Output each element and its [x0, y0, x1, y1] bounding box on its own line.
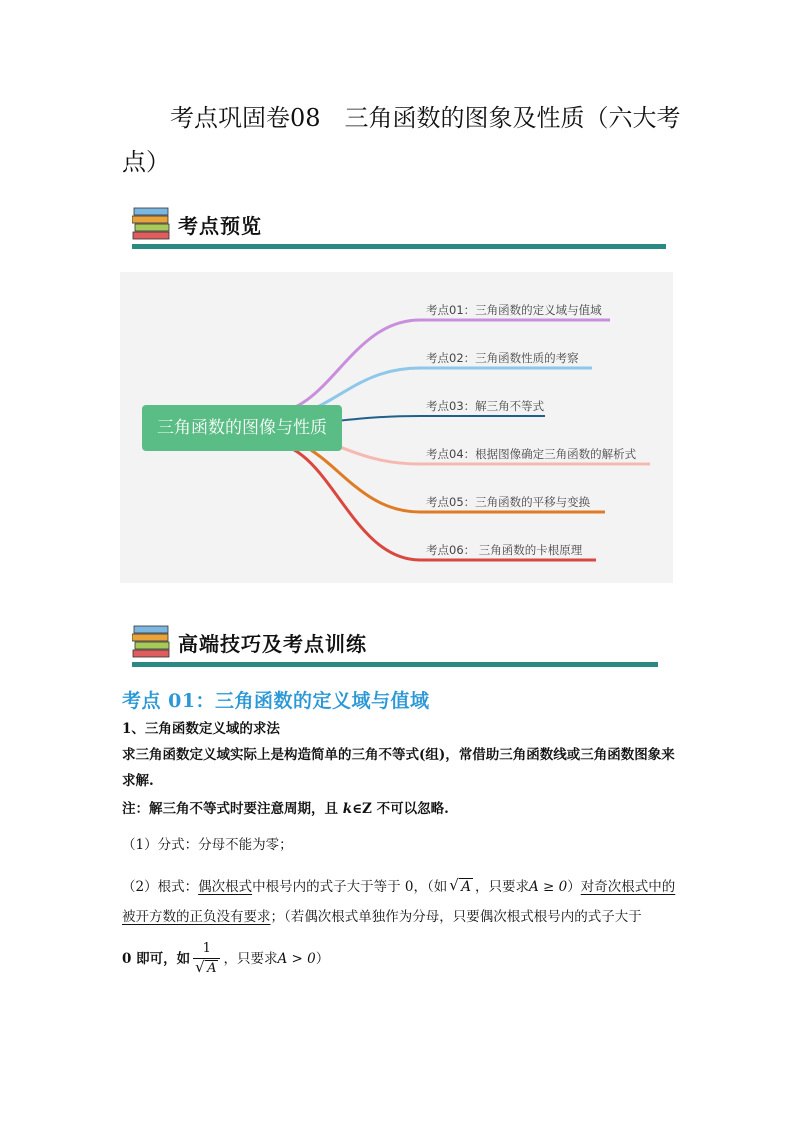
item2-text: ） [567, 879, 581, 895]
section-header-preview [132, 204, 668, 254]
condition-2: A > 0 [277, 951, 316, 967]
note-text-end: ∈Z 不可以忽略. [352, 801, 449, 817]
item2-text: ，只要求 [223, 951, 278, 967]
mind-map-branch-label: 考点02：三角函数性质的考察 [426, 351, 579, 365]
condition-1: A ≥ 0 [528, 879, 568, 895]
item2-text: ；（若偶次根式单独作为分母，只要偶次根式根号内的式子大于 [270, 909, 642, 925]
kp01-paragraph: 求三角函数定义域实际上是构造简单的三角不等式(组)，常借助三角函数线或三角函数图象来求解. [122, 747, 675, 789]
mind-map-center-node: 三角函数的图像与性质 [142, 405, 342, 451]
section-header-training [132, 622, 668, 672]
fraction-numerator: 1 [193, 940, 220, 959]
kp01-note [122, 796, 678, 822]
page-title: 考点巩固卷08 三角函数的图象及性质（六大考点） [122, 104, 681, 176]
item2-text: ） [315, 951, 330, 967]
kp01-item-1: （1）分式：分母不能为零； [122, 837, 293, 853]
mind-map-branch-label: 考点05：三角函数的平移与变换 [426, 495, 591, 509]
mind-map-branch-label: 考点03：解三角不等式 [426, 399, 545, 413]
item2-text: 0 即可，如 [122, 951, 191, 967]
item2-underline-1: 偶次根式 [198, 879, 253, 895]
sqrt-arg: A [461, 879, 471, 895]
note-var: k [342, 801, 353, 817]
item2-lead: （2）根式： [122, 879, 199, 895]
kp01-subheading: 1、三角函数定义域的求法 [122, 721, 280, 737]
mind-map-branch-label: 考点04：根据图像确定三角函数的解析式 [426, 447, 637, 461]
kp01-heading: 考点 01：三角函数的定义域与值域 [122, 690, 430, 712]
section-label: 考点预览 [178, 214, 262, 238]
mind-map-branch-label: 考点01：三角函数的定义域与值域 [426, 303, 602, 317]
item2-text: ，只要求 [474, 879, 529, 895]
mind-map [120, 272, 673, 583]
section-label: 高端技巧及考点训练 [178, 632, 367, 656]
kp01-item-2-cont [122, 940, 678, 979]
books-icon [132, 206, 172, 240]
sqrt-arg: A [207, 961, 217, 976]
fraction-denominator: √ A [195, 958, 217, 976]
item2-text: 中根号内的式子大于等于 0，（如 [252, 879, 448, 895]
mind-map-branch-label: 考点06： 三角函数的卡根原理 [426, 543, 583, 557]
section-rule [132, 244, 666, 249]
fraction [193, 940, 220, 979]
sqrt-expression: √ A [449, 876, 471, 895]
books-icon [132, 624, 172, 658]
kp01-item-2 [122, 872, 678, 932]
note-text: 注：解三角不等式时要注意周期，且 [122, 801, 343, 817]
item2-underline-2: 对奇次根式中的被开方数的正负没有要求 [122, 879, 676, 925]
section-rule [132, 662, 658, 667]
